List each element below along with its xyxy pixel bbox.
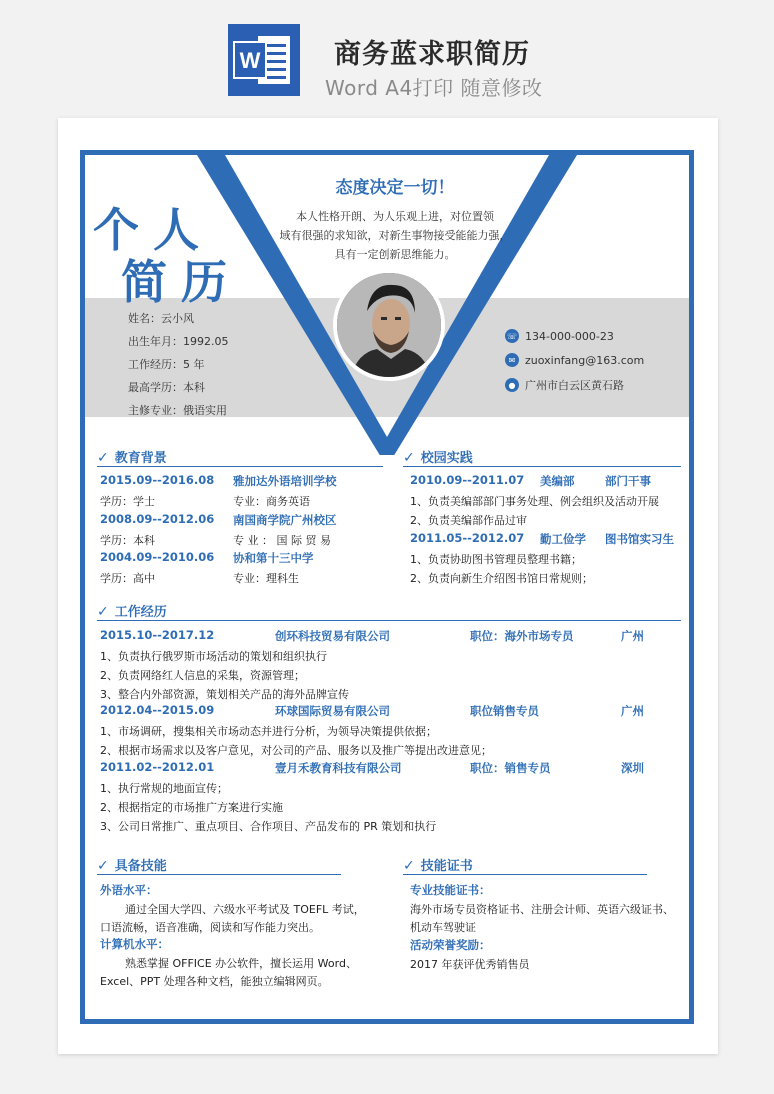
location-icon: ● [505, 378, 519, 392]
work-heading: ✓ 工作经历 [97, 604, 167, 620]
page-title: 商务蓝求职简历 [334, 39, 530, 70]
contact-phone: ☏ 134-000-000-23 [506, 329, 614, 343]
skills-divider [97, 874, 341, 875]
cert-title: 专业技能证书： [410, 883, 491, 897]
edu-major: 专业：商务英语 [233, 495, 310, 508]
work-period: 2012.04--2015.09 [100, 703, 215, 717]
svg-text:W: W [239, 48, 261, 73]
work-company: 环球国际贸易有限公司 [275, 704, 390, 718]
lang-title: 外语水平： [100, 883, 158, 897]
check-icon: ✓ [97, 450, 109, 466]
info-degree: 最高学历：本科 [128, 381, 205, 394]
work-city: 广州 [621, 629, 644, 643]
work-line: 2、负责网络红人信息的采集，资源管理； [100, 669, 305, 682]
cert-line: 机动车驾驶证 [410, 921, 476, 934]
education-heading: ✓ 教育背景 [97, 450, 167, 466]
resume-title-line1: 个人 [93, 203, 213, 257]
cert-line: 海外市场专员资格证书、注册会计师、英语六级证书、 [410, 903, 674, 916]
lang-line: 通过全国大学四、六级水平考试及 TOEFL 考试， [125, 903, 365, 916]
intro-text: 本人性格开朗、为人乐观上进，对位置领 域有很强的求知欲，对新生事物接受能能力强， 具有一定创新思维能力。 [279, 210, 511, 261]
work-line: 3、整合内外部资源，策划相关产品的海外品牌宣传 [100, 688, 349, 701]
work-line: 1、负责执行俄罗斯市场活动的策划和组织执行 [100, 650, 327, 663]
check-icon: ✓ [403, 450, 415, 466]
info-major: 主修专业：俄语实用 [128, 404, 227, 417]
edu-period: 2015.09--2016.08 [100, 473, 215, 487]
contact-email: ✉ zuoxinfang@163.com [505, 353, 644, 367]
edu-period: 2004.09--2010.06 [100, 550, 215, 564]
campus-org: 勤工俭学 [540, 532, 586, 546]
resume-title-line2: 简历 [121, 255, 241, 309]
work-line: 2、根据市场需求以及客户意见，对公司的产品、服务以及推广等提出改进意见； [100, 744, 492, 757]
work-position: 职位：销售专员 [470, 761, 551, 775]
work-position: 职位销售专员 [470, 704, 539, 718]
avatar [333, 269, 445, 381]
work-divider [97, 620, 681, 621]
campus-line: 1、负责美编部部门事务处理、例会组织及活动开展 [410, 495, 659, 508]
edu-school: 雅加达外语培训学校 [233, 474, 337, 488]
work-line: 1、执行常规的地面宣传； [100, 782, 228, 795]
certs-heading: ✓ 技能证书 [403, 858, 473, 874]
check-icon: ✓ [97, 604, 109, 620]
work-line: 3、公司日常推广、重点项目、合作项目、产品发布的 PR 策划和执行 [100, 820, 437, 833]
work-line: 1、市场调研，搜集相关市场动态并进行分析，为领导决策提供依据； [100, 725, 437, 738]
award-line: 2017 年获评优秀销售员 [410, 958, 530, 971]
campus-role: 图书馆实习生 [605, 532, 674, 546]
campus-period: 2011.05--2012.07 [410, 531, 525, 545]
page-subtitle: Word A4打印 随意修改 [325, 76, 543, 100]
edu-degree: 学历：学士 [100, 495, 155, 508]
work-position: 职位：海外市场专员 [470, 629, 574, 643]
campus-divider [403, 466, 681, 467]
work-line: 2、根据指定的市场推广方案进行实施 [100, 801, 283, 814]
work-period: 2015.10--2017.12 [100, 628, 215, 642]
campus-line: 1、负责协助图书管理员整理书籍； [410, 553, 582, 566]
campus-period: 2010.09--2011.07 [410, 473, 525, 487]
work-city: 深圳 [621, 761, 644, 775]
campus-line: 2、负责美编部作品过审 [410, 514, 527, 527]
campus-role: 部门干事 [605, 474, 651, 488]
certs-divider [403, 874, 647, 875]
contact-address: ● 广州市白云区黄石路 [505, 377, 624, 393]
edu-degree: 学历：高中 [100, 572, 155, 585]
edu-school: 协和第十三中学 [233, 551, 314, 565]
edu-major: 专业：理科生 [233, 572, 299, 585]
skills-heading: ✓ 具备技能 [97, 858, 167, 874]
phone-icon: ☏ [505, 329, 519, 343]
info-experience: 工作经历：5 年 [128, 358, 205, 371]
check-icon: ✓ [403, 858, 415, 874]
comp-title: 计算机水平： [100, 937, 169, 951]
info-name: 姓名：云小风 [128, 312, 194, 325]
check-icon: ✓ [97, 858, 109, 874]
edu-period: 2008.09--2012.06 [100, 512, 215, 526]
edu-school: 南国商学院广州校区 [233, 513, 337, 527]
mail-icon: ✉ [505, 353, 519, 367]
work-company: 创环科技贸易有限公司 [275, 629, 390, 643]
edu-major: 专 业 ： 国 际 贸 易 [233, 534, 331, 547]
edu-degree: 学历：本科 [100, 534, 155, 547]
campus-org: 美编部 [540, 474, 575, 488]
resume-frame [80, 150, 694, 1024]
work-period: 2011.02--2012.01 [100, 760, 215, 774]
comp-line: Excel、PPT 处理各种文档，能独立编辑网页。 [100, 975, 329, 988]
work-company: 壹月禾教育科技有限公司 [275, 761, 402, 775]
page-header [0, 0, 774, 118]
campus-heading: ✓ 校园实践 [403, 450, 473, 466]
education-divider [97, 466, 383, 467]
comp-line: 熟悉掌握 OFFICE 办公软件，擅长运用 Word、 [125, 957, 357, 970]
motto: 态度决定一切！ [335, 178, 455, 198]
info-birth: 出生年月：1992.05 [128, 335, 229, 348]
campus-line: 2、负责向新生介绍图书馆日常规则； [410, 572, 593, 585]
award-title: 活动荣誉奖励： [410, 938, 491, 952]
word-icon [228, 24, 300, 96]
work-city: 广州 [621, 704, 644, 718]
lang-line: 口语流畅，语音准确，阅读和写作能力突出。 [100, 921, 320, 934]
